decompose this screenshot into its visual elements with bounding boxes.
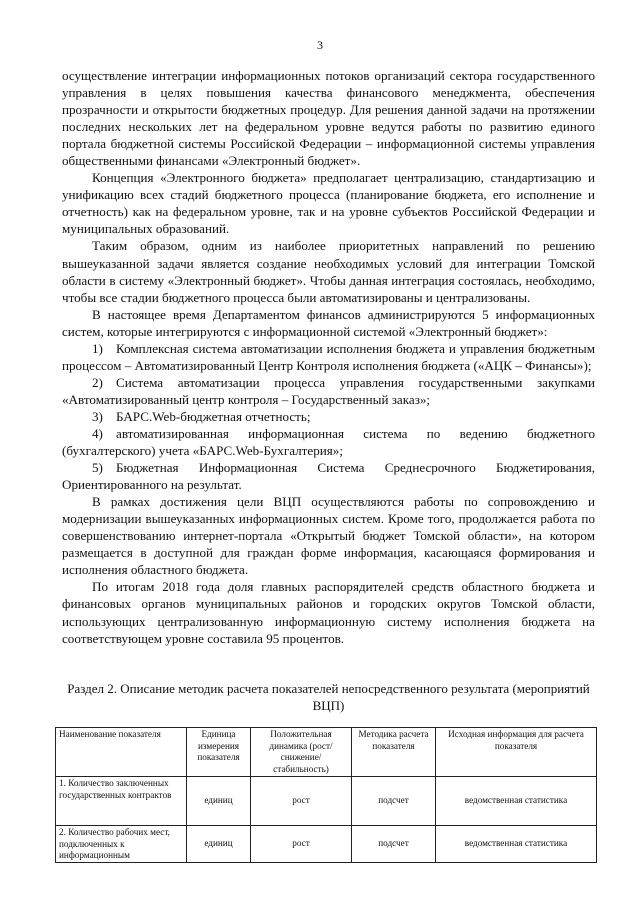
header-indicator-name: Наименование показателя	[56, 728, 187, 777]
paragraph: Концепция «Электронного бюджета» предполагает централизацию, стандартизацию и унификацию всех стадий бюджетного процесса (планирование бюджета, его исполнение и отчетность) как на федеральном уровне, так и на уровне субъектов Российской Федерации и муниципальных образований.	[62, 170, 595, 237]
list-item: 1) Комплексная система автоматизации исполнения бюджета и управления бюджетным процессом – Автоматизированный Центр Контроля исполнения бюджета («АЦК – Финансы»);	[62, 340, 595, 373]
header-dynamics: Положительная динамика (рост/снижение/стабильность)	[251, 728, 352, 777]
cell-indicator-name	[56, 777, 187, 826]
paragraph: В настоящее время Департаментом финансов администрируются 5 информационных систем, которые интегрируются с информационной системой «Электронный бюджет»:	[62, 306, 595, 339]
body-text	[62, 67, 595, 647]
table-row	[56, 826, 597, 863]
cell-method: подсчет	[352, 826, 436, 863]
paragraph: осуществление интеграции информационных потоков организаций сектора государственного управления в целях повышения качества финансового менеджмента, обеспечения прозрачности и открытости бюджетных процедур. Для решения данной задачи на протяжении последних нескольких лет на федеральном уровне ведутся работы по развитию единого портала бюджетной системы Российской Федерации – информационной системы управления общественными финансами «Электронный бюджет».	[62, 68, 595, 169]
indicators-table	[55, 727, 597, 863]
cell-text: 2. Количество рабочих мест, подключенных к информационным	[59, 827, 170, 860]
list-item: 5) Бюджетная Информационная Система Среднесрочного Бюджетирования, Ориентированного на результат.	[62, 460, 595, 493]
list-item: 3) БАРС.Web-бюджетная отчетность;	[92, 408, 311, 424]
list-item: 4) автоматизированная информационная система по ведению бюджетного (бухгалтерского) учета «БАРС.Web-Бухгалтерия»;	[62, 425, 595, 459]
page-number: 3	[317, 38, 323, 52]
cell-unit: единиц	[187, 826, 251, 863]
cell-text: 1. Количество заключенных государственных контрактов	[59, 778, 172, 800]
table-row	[56, 777, 597, 826]
cell-dynamics: рост	[251, 777, 352, 826]
list-item: 2) Система автоматизации процесса управления государственными закупками «Автоматизированный центр контроля – Государственный заказ»;	[62, 374, 595, 407]
section-heading: Раздел 2. Описание методик расчета показателей непосредственного результата (мероприятий ВЦП)	[67, 681, 590, 713]
cell-indicator-name	[56, 826, 187, 863]
cell-source: ведомственная статистика	[436, 826, 597, 863]
cell-method: подсчет	[352, 777, 436, 826]
cell-source: ведомственная статистика	[436, 777, 597, 826]
cell-unit: единиц	[187, 777, 251, 826]
paragraph: По итогам 2018 года доля главных распорядителей средств областного бюджета и финансовых органов муниципальных районов и городских округов Томской области, использующих централизованную информационную систему исполнения бюджета на соответствующем уровне составила 95 процентов.	[62, 579, 595, 646]
table-header-row	[56, 728, 597, 777]
header-method: Методика расчета показателя	[352, 728, 436, 777]
header-source: Исходная информация для расчета показателя	[436, 728, 597, 777]
header-unit: Единица измерения показателя	[187, 728, 251, 777]
paragraph: Таким образом, одним из наиболее приоритетных направлений по решению вышеуказанной задачи является создание необходимых условий для интеграции Томской области в систему «Электронный бюджет». Чтобы данная интеграция состоялась, необходимо, чтобы все стадии бюджетного процесса были автоматизированы и централизованы.	[62, 238, 595, 305]
paragraph: В рамках достижения цели ВЦП осуществляются работы по сопровождению и модернизации вышеуказанных информационных систем. Кроме того, продолжается работа по совершенствованию интернет-портала «Открытый бюджет Томской области», на котором размещается в доступной для граждан форме информация, касающаяся формирования и исполнения областного бюджета.	[62, 494, 595, 578]
cell-dynamics: рост	[251, 826, 352, 863]
